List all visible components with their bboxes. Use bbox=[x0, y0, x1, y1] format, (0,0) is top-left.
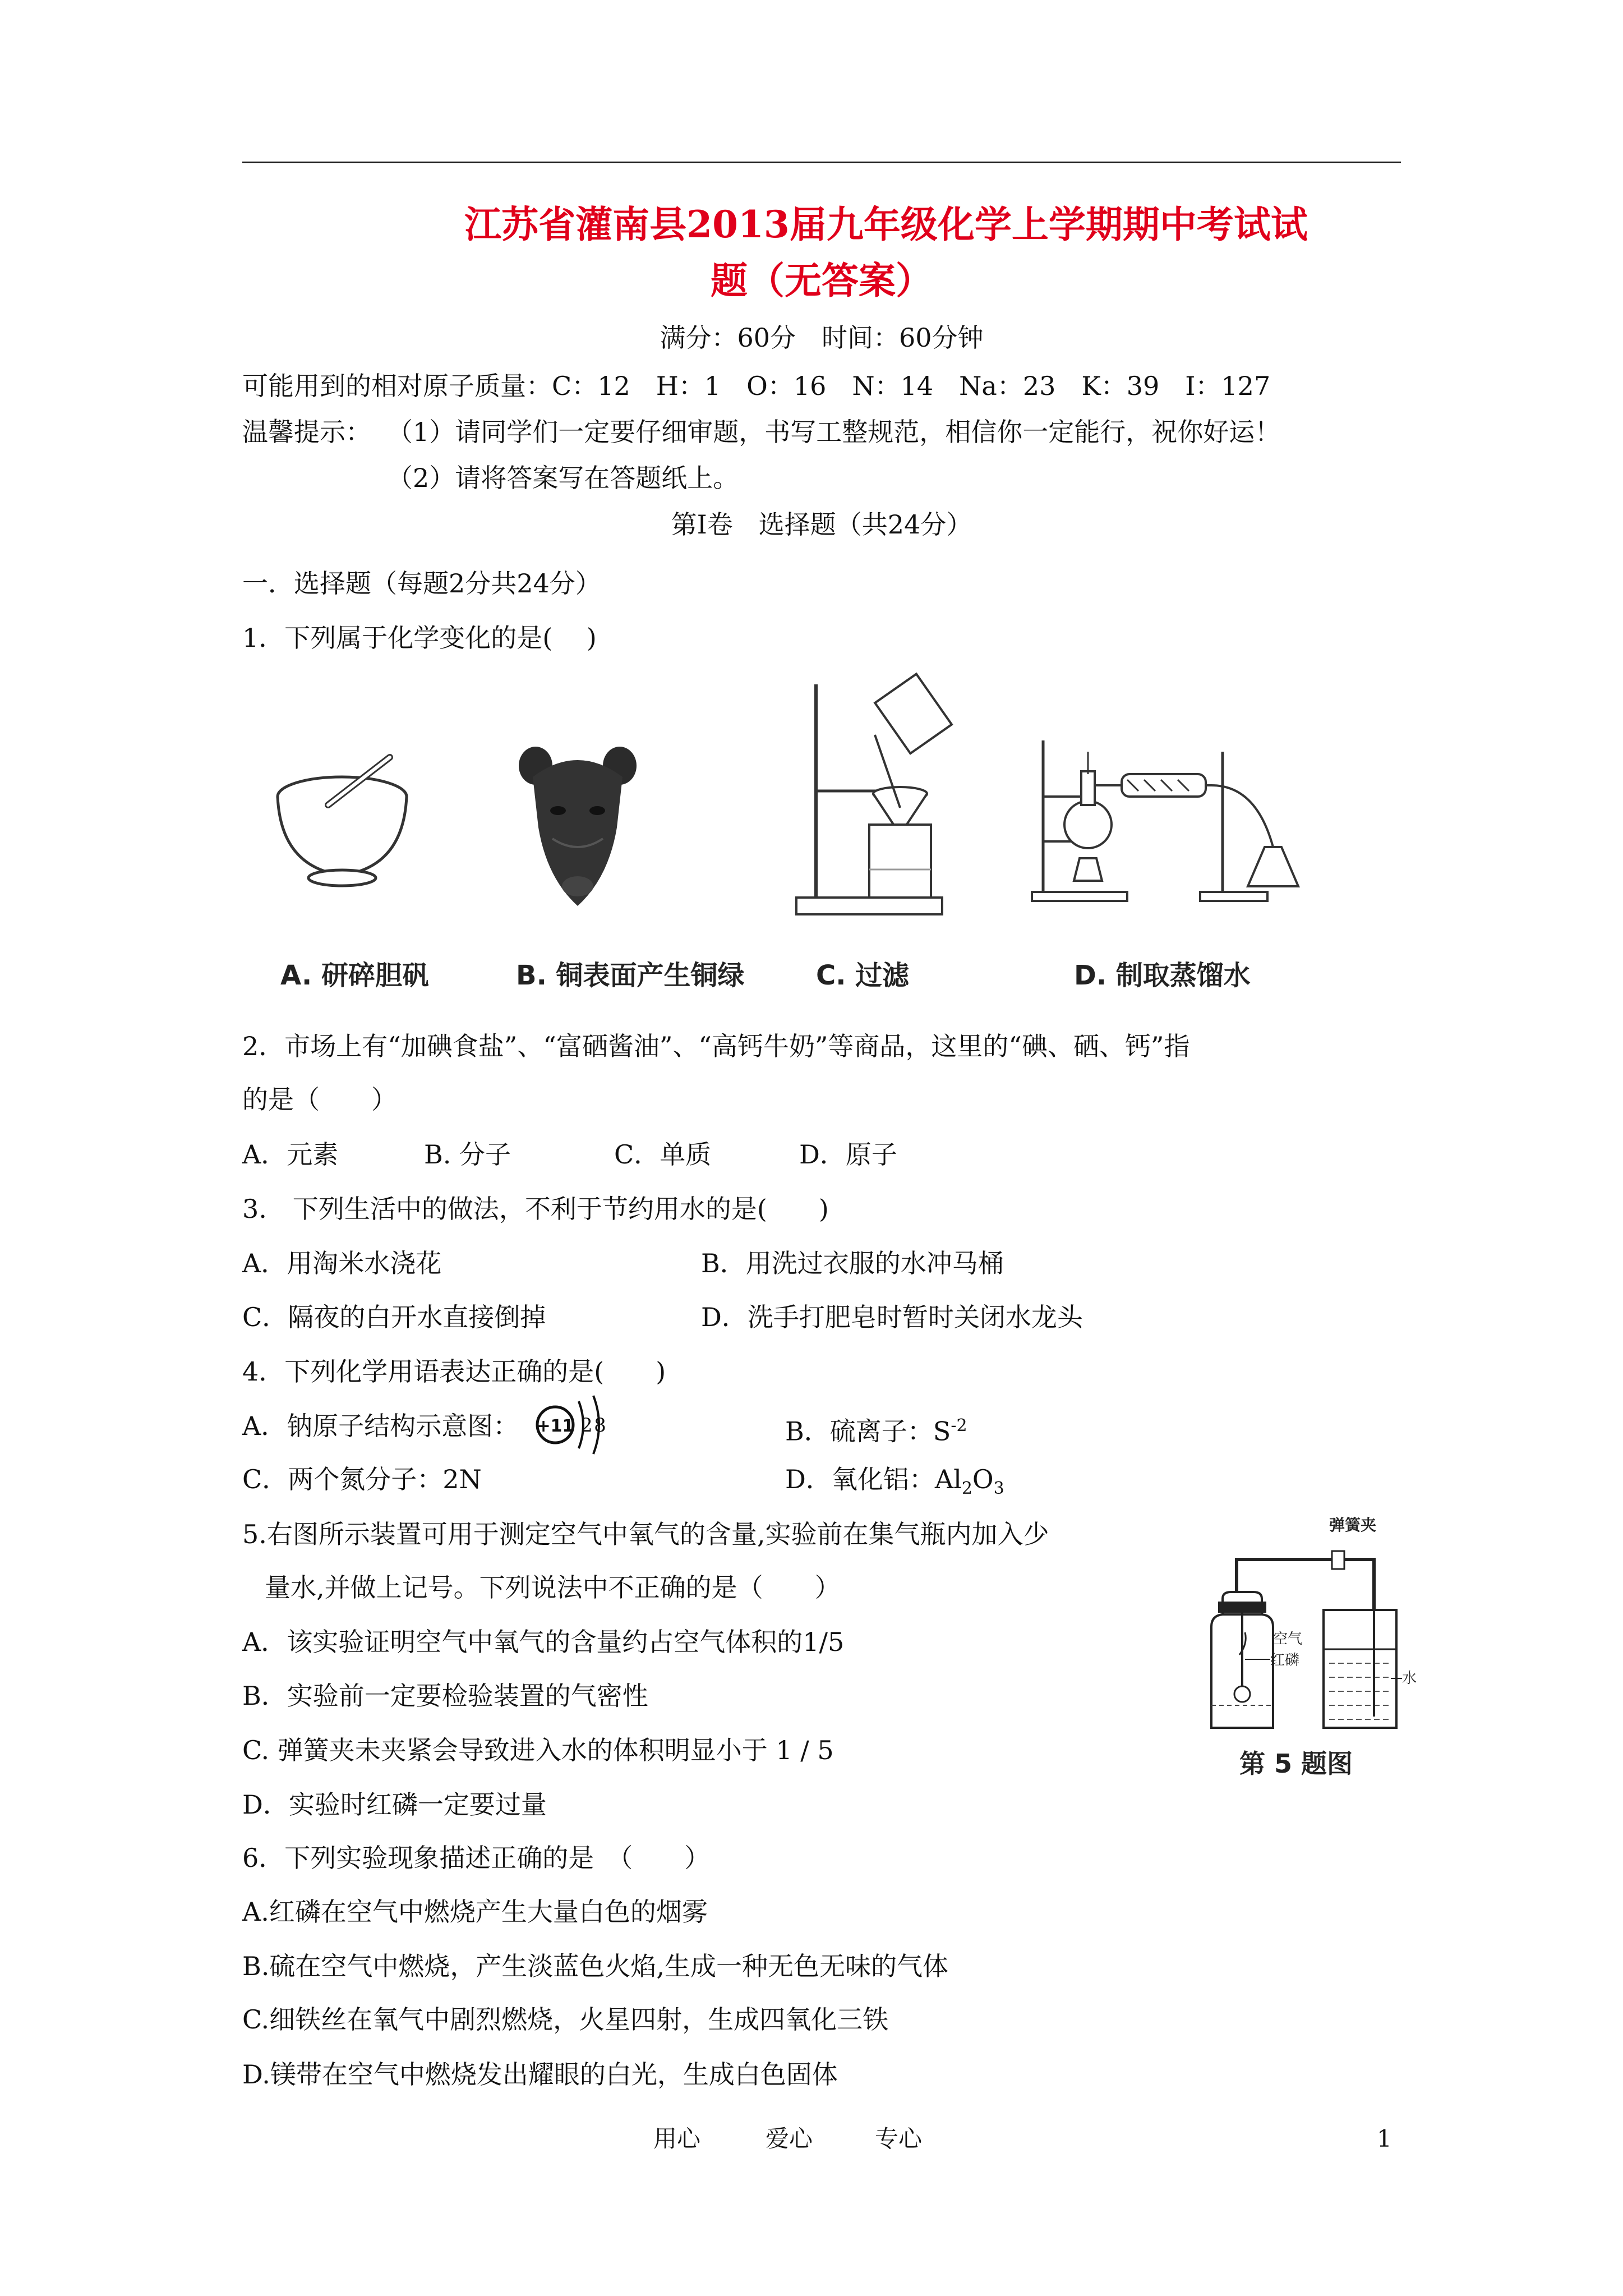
copper-head-figure bbox=[519, 743, 637, 912]
air-label: 空气 bbox=[1273, 1631, 1303, 1648]
q2-option-c: C．单质 bbox=[614, 1139, 712, 1170]
title-line-2: 题（无答案） bbox=[711, 259, 933, 302]
q2-option-d: D．原子 bbox=[799, 1139, 897, 1170]
q3-stem: 3. 下列生活中的做法，不利于节约用水的是( ) bbox=[242, 1194, 829, 1224]
distillation-figure bbox=[1032, 718, 1346, 903]
q1-caption-a: A. 研碎胆矾 bbox=[280, 960, 429, 991]
sodium-atom-diagram bbox=[533, 1390, 611, 1463]
q4-stem: 4．下列化学用语表达正确的是( ) bbox=[242, 1356, 666, 1387]
phosphorus-label: 红磷 bbox=[1270, 1652, 1300, 1669]
atomic-masses: 可能用到的相对原子质量：C：12 H：1 O：16 N：14 Na：23 K：39 I：127 bbox=[242, 371, 1271, 401]
filtration-figure bbox=[785, 673, 953, 920]
q4-option-d bbox=[785, 1462, 1004, 1506]
q3-option-b: B．用洗过衣服的水冲马桶 bbox=[701, 1248, 1004, 1278]
footer-motto-1: 用心 bbox=[653, 2125, 701, 2152]
q5-figure-caption: 第 5 题图 bbox=[1239, 1749, 1353, 1779]
q4-option-b-text: B．硫离子：S bbox=[785, 1416, 951, 1447]
q5-stem-line-1: 5.右图所示装置可用于测定空气中氧气的含量,实验前在集气瓶内加入少 bbox=[242, 1519, 1049, 1549]
part-title: 一．选择题（每题2分共24分） bbox=[242, 568, 601, 599]
q5-option-d: D．实验时红磷一定要过量 bbox=[242, 1789, 547, 1820]
q1-caption-c: C. 过滤 bbox=[816, 960, 910, 991]
oxygen-measurement-apparatus bbox=[1206, 1515, 1430, 1778]
q6-stem: 6．下列实验现象描述正确的是 （ ） bbox=[242, 1843, 711, 1873]
q6-option-d: D.镁带在空气中燃烧发出耀眼的白光，生成白色固体 bbox=[242, 2059, 838, 2090]
atom-shell-1-label: 2 bbox=[580, 1414, 593, 1437]
q5-option-a: A．该实验证明空气中氧气的含量约占空气体积的1/5 bbox=[242, 1627, 845, 1657]
q4-option-b-charge: -2 bbox=[951, 1416, 967, 1435]
q5-option-b: B．实验前一定要检验装置的气密性 bbox=[242, 1681, 648, 1711]
q3-option-c: C．隔夜的白开水直接倒掉 bbox=[242, 1302, 546, 1332]
footer-motto-3: 专心 bbox=[875, 2125, 923, 2152]
footer-motto-2: 爱心 bbox=[766, 2125, 813, 2152]
q1-stem: 1．下列属于化学变化的是( ) bbox=[242, 623, 597, 653]
q5-stem-line-2: 量水,并做上记号。下列说法中不正确的是（ ） bbox=[265, 1572, 841, 1603]
atom-nucleus-label: +11 bbox=[536, 1416, 574, 1436]
water-label: 水 bbox=[1402, 1670, 1417, 1687]
q4-option-c: C．两个氮分子：2N bbox=[242, 1464, 482, 1494]
q5-option-c: C. 弹簧夹未夹紧会导致进入水的体积明显小于 1 / 5 bbox=[242, 1735, 834, 1765]
mortar-pestle-figure bbox=[269, 752, 415, 892]
q6-option-b: B.硫在空气中燃烧，产生淡蓝色火焰,生成一种无色无味的气体 bbox=[242, 1951, 949, 1981]
section-title: 第Ⅰ卷 选择题（共24分） bbox=[671, 509, 972, 540]
tip-1: （1）请同学们一定要仔细审题，书写工整规范，相信你一定能行，祝你好运！ bbox=[387, 417, 1281, 447]
tip-2: （2）请将答案写在答题纸上。 bbox=[387, 463, 739, 493]
page-number: 1 bbox=[1377, 2125, 1392, 2152]
atom-shell-2-label: 8 bbox=[594, 1414, 606, 1437]
q2-stem-line-2: 的是（ ） bbox=[242, 1084, 397, 1115]
q4-option-d-sub1: 2 bbox=[961, 1479, 972, 1499]
header-rule bbox=[242, 162, 1401, 163]
q4-option-d-sub2: 3 bbox=[993, 1479, 1004, 1499]
q2-option-b: B. 分子 bbox=[424, 1139, 511, 1170]
q4-option-d-o: O bbox=[972, 1464, 994, 1494]
q2-option-a: A．元素 bbox=[242, 1139, 339, 1170]
q6-option-a: A.红磷在空气中燃烧产生大量白色的烟雾 bbox=[242, 1897, 708, 1927]
q4-option-b bbox=[785, 1409, 967, 1448]
q3-option-a: A．用淘米水浇花 bbox=[242, 1248, 442, 1278]
q4-option-d-al: D．氧化铝：Al bbox=[785, 1464, 962, 1494]
title-line-1: 江苏省灌南县2013届九年级化学上学期期中考试试 bbox=[464, 203, 1308, 246]
q6-option-c: C.细铁丝在氧气中剧烈燃烧，火星四射，生成四氧化三铁 bbox=[242, 2004, 889, 2035]
q3-option-d: D．洗手打肥皂时暂时关闭水龙头 bbox=[701, 1302, 1083, 1332]
q4-option-a: A．钠原子结构示意图： bbox=[242, 1411, 519, 1441]
tips-label: 温馨提示： bbox=[242, 417, 371, 447]
score-time: 满分：60分 时间：60分钟 bbox=[660, 323, 984, 353]
q2-stem-line-1: 2．市场上有“加碘食盐”、“富硒酱油”、“高钙牛奶”等商品，这里的“碘、硒、钙”指 bbox=[242, 1031, 1190, 1061]
q1-caption-b: B. 铜表面产生铜绿 bbox=[516, 960, 745, 991]
q1-caption-d: D. 制取蒸馏水 bbox=[1074, 960, 1251, 991]
clamp-label: 弹簧夹 bbox=[1329, 1516, 1377, 1534]
